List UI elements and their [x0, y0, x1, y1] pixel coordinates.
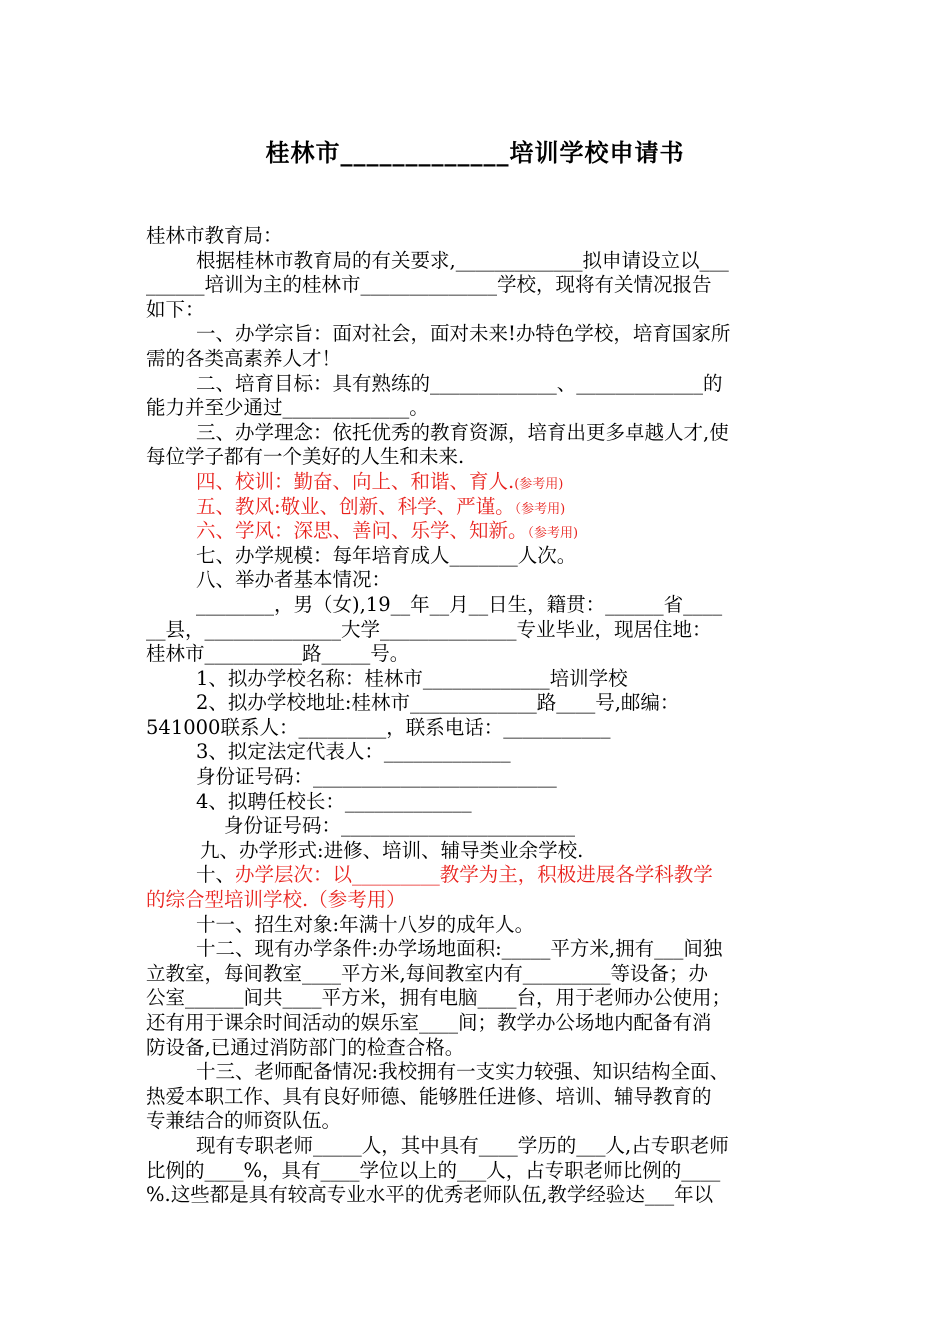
text-content: 公室______间共____平方米，拥有电脑____台，用于老师办公使用； — [146, 986, 732, 1010]
text-content: 根据桂林市教育局的有关要求,_____________拟申请设立以___ — [196, 248, 729, 272]
text-line — [146, 790, 806, 815]
text-line — [146, 470, 806, 495]
text-content: 3、拟定法定代表人：_____________ — [196, 740, 511, 764]
reference-note: （参考用) — [527, 526, 579, 542]
text-line — [146, 1011, 806, 1036]
text-line — [146, 937, 806, 962]
text-content: 现有专职老师_____人，其中具有____学历的___人,占专职老师 — [196, 1133, 729, 1157]
text-line — [146, 667, 806, 692]
text-line — [146, 396, 806, 421]
text-line — [146, 814, 806, 839]
text-content: 比例的____%，具有____学位以上的___人，占专职老师比例的____ — [146, 1158, 721, 1182]
text-line — [146, 888, 806, 913]
text-content: 防设备,已通过消防部门的检查合格。 — [146, 1035, 465, 1059]
text-line — [146, 568, 806, 593]
text-line — [146, 273, 806, 298]
text-segment-red: 办学层次：以_________教学为主，积极进展各学科教学 — [235, 863, 713, 887]
text-line — [146, 618, 806, 643]
text-line — [146, 839, 806, 864]
text-content: 三、办学理念：依托优秀的教育资源，培育出更多卓越人才,使 — [196, 420, 729, 444]
text-line — [146, 986, 806, 1011]
reference-note: (参考用) — [514, 476, 564, 492]
text-line — [146, 765, 806, 790]
text-line — [146, 1159, 806, 1184]
text-content: 需的各类高素养人才！ — [146, 346, 342, 370]
text-content: 2、拟办学校地址:桂林市_____________路____号,邮编： — [196, 691, 680, 715]
text-content: 桂林市__________路_____号。 — [146, 642, 410, 666]
text-line — [146, 1134, 806, 1159]
text-content: 如下： — [146, 297, 205, 321]
text-line — [146, 1109, 806, 1134]
text-line — [146, 298, 806, 323]
text-line — [146, 445, 806, 470]
text-content: 1、拟办学校名称：桂林市_____________培训学校 — [196, 666, 628, 690]
text-line — [146, 863, 806, 888]
text-content: 热爱本职工作、具有良好师德、能够胜任进修、培训、辅导教育的 — [146, 1084, 712, 1108]
text-line — [146, 642, 806, 667]
text-content: ______培训为主的桂林市______________学校，现将有关情况报告 — [146, 273, 712, 297]
document-title: 桂林市_____________培训学校申请书 — [265, 139, 685, 167]
text-content: 一、办学宗旨：面对社会，面对未来!办特色学校，培育国家所 — [196, 322, 731, 346]
text-content: %.这些都是具有较高专业水平的优秀老师队伍,教学经验达___年以 — [146, 1183, 714, 1207]
text-line — [146, 249, 806, 274]
text-line — [146, 1085, 806, 1110]
text-content: 七、办学规模：每年培育成人_______人次。 — [196, 543, 577, 567]
document-body — [146, 224, 806, 1208]
text-line — [146, 347, 806, 372]
text-content: 十一、招生对象:年满十八岁的成年人。 — [196, 912, 535, 936]
text-content: 541000联系人：_________，联系电话：___________ — [146, 715, 611, 739]
text-segment: 十、 — [196, 863, 236, 887]
text-content: __县，______________大学______________专业毕业，现居住地： — [146, 617, 712, 641]
text-line — [146, 224, 806, 249]
text-line — [146, 593, 806, 618]
text-line — [146, 1060, 806, 1085]
reference-note: （参考用) — [514, 501, 566, 517]
text-line — [146, 322, 806, 347]
text-line — [146, 691, 806, 716]
text-content: 身份证号码：_________________________ — [196, 765, 557, 789]
text-line — [146, 544, 806, 569]
text-line — [146, 1183, 806, 1208]
text-content: 的综合型培训学校.（参考用） — [146, 888, 406, 912]
text-line — [146, 421, 806, 446]
text-content: 二、培育目标：具有熟练的_____________、_____________的 — [196, 371, 723, 395]
text-content: 十三、老师配备情况:我校拥有一支实力较强、知识结构全面、 — [196, 1060, 730, 1084]
text-content: 还有用于课余时间活动的娱乐室____间；教学办公场地内配备有消 — [146, 1011, 712, 1034]
text-content: 每位学子都有一个美好的人生和未来. — [146, 445, 465, 469]
text-content: 六、学风：深思、善问、乐学、知新。 — [196, 519, 528, 543]
text-line — [146, 1036, 806, 1061]
text-content: 身份证号码：________________________ — [224, 814, 576, 838]
text-line — [146, 913, 806, 938]
text-content: 4、拟聘任校长：_____________ — [196, 789, 472, 813]
text-line — [146, 962, 806, 987]
text-content: 五、教风:敬业、创新、科学、严谨。 — [196, 494, 515, 518]
text-line — [146, 740, 806, 765]
text-content: 桂林市教育局： — [146, 224, 283, 247]
text-line — [146, 495, 806, 520]
text-content: 九、办学形式:进修、培训、辅导类业余学校. — [200, 838, 584, 862]
text-content: 八、举办者基本情况： — [196, 568, 392, 592]
text-line — [146, 372, 806, 397]
text-content: 立教室，每间教室____平方米,每间教室内有_________等设备；办 — [146, 961, 708, 985]
text-content: ________，男（女),19__年__月__日生，籍贯：______省____ — [196, 592, 723, 616]
text-content: 四、校训：勤奋、向上、和谐、育人. — [196, 469, 515, 493]
text-line — [146, 716, 806, 741]
text-content: 专兼结合的师资队伍。 — [146, 1109, 342, 1133]
text-content: 能力并至少通过_____________。 — [146, 396, 429, 420]
text-content: 十二、现有办学条件:办学场地面积:_____平方米,拥有___间独 — [196, 937, 723, 961]
text-line — [146, 519, 806, 544]
